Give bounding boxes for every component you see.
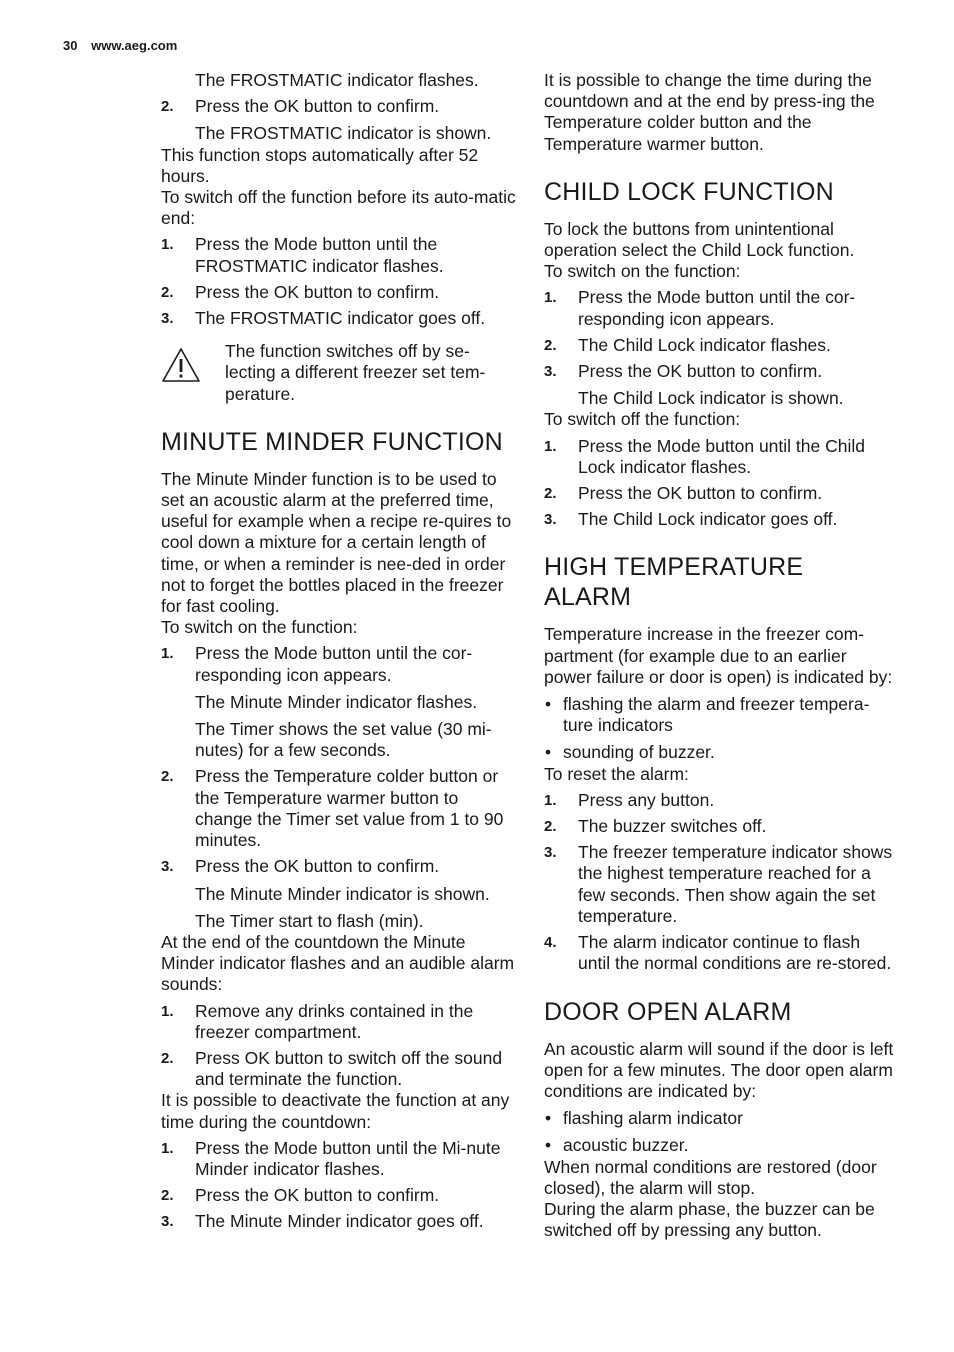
list-item: 1. Press the Mode button until the cor-responding icon appears. [161,643,473,685]
frost-auto-text: This function stops automatically after 52 hours. [161,144,479,186]
high-temp-heading: HIGH TEMPERATURE ALARM [544,553,804,612]
warning-note [161,341,516,405]
door-restored-text: When normal conditions are restored (door closed), the alarm will stop. [544,1156,877,1198]
high-steps [544,790,894,975]
list-item: 2. The Child Lock indicator flashes. [544,334,831,355]
frost-switch-off-text: To switch off the function before its auto-matic end: [161,187,516,229]
door-buzzer-text: During the alarm phase, the buzzer can be switched off by pressing any button. [544,1198,875,1241]
left-column [161,70,516,1233]
list-item: 2. Press OK button to switch off the sound and terminate the function. [161,1047,503,1090]
minute-step1-note: The Timer shows the set value (30 mi-nutes) for a few seconds. [195,719,492,761]
minute-minder-heading: MINUTE MINDER FUNCTION [161,427,503,456]
list-item: 2. Press the OK button to confirm. [161,96,440,117]
list-item: 2. Press the Temperature colder button or the Temperature warmer button to change the Timer set value from 1 to 90 minutes. [161,766,504,851]
minute-step3-note: The Minute Minder indicator is shown. [195,883,490,904]
frost-confirm-list [161,96,516,117]
page-number: 30 [63,38,78,53]
minute-deactivate-steps [161,1138,516,1233]
minute-deactivate-text: It is possible to deactivate the function at any time during the countdown: [161,1090,510,1132]
list-item: 1. Press the Mode button until the cor-responding icon appears. [544,287,856,329]
website-url: www.aeg.com [91,38,178,53]
minute-end-text: At the end of the countdown the Minute Minder indicator flashes and an audible alarm sounds: [161,931,515,995]
list-item: 2. Press the OK button to confirm. [161,1185,440,1206]
minute-switch-on: To switch on the function: [161,617,358,638]
warning-text: The function switches off by se-lecting a different freezer set tem-perature. [225,341,486,404]
minute-step1-note: The Minute Minder indicator flashes. [195,691,478,712]
frost-flash-note: The FROSTMATIC indicator flashes. [195,70,479,90]
list-item: 1. Remove any drinks contained in the freezer compartment. [161,1000,474,1042]
child-switch-on: To switch on the function: [544,261,741,282]
door-open-heading: DOOR OPEN ALARM [544,997,792,1026]
door-intro: An acoustic alarm will sound if the door is left open for a few minutes. The door open alarm conditions are indicated by: [544,1038,894,1101]
list-item: 1. Press any button. [544,789,715,810]
list-item: • flashing the alarm and freezer tempera-ture indicators [545,694,870,736]
list-item: • flashing alarm indicator [545,1108,743,1129]
list-item: 1. Press the Mode button until the Child Lock indicator flashes. [544,435,865,477]
frost-shown-note: The FROSTMATIC indicator is shown. [195,123,492,144]
minute-end-steps [161,1001,516,1091]
minute-on-steps-cont [161,766,516,877]
child-off-steps [544,436,894,531]
list-item: 3. The freezer temperature indicator shows the highest temperature reached for a few seconds. Then show again the set temperature. [544,842,893,926]
minute-step3-note: The Timer start to flash (min). [195,910,424,931]
frost-off-steps [161,234,516,329]
minute-on-steps [161,643,516,685]
high-bullets [544,694,894,764]
list-item: 3. Press the OK button to confirm. [161,856,440,877]
list-item: 2. Press the OK button to confirm. [544,483,823,504]
list-item: 1. Press the Mode button until the Mi-nute Minder indicator flashes. [161,1137,501,1179]
countdown-change-text: It is possible to change the time during the countdown and at the end by press-ing the Temperature colder button and the Temperature warmer button. [544,70,875,154]
list-item: 3. The Minute Minder indicator goes off. [161,1211,484,1232]
list-item: 2. The buzzer switches off. [544,816,767,837]
list-item: 4. The alarm indicator continue to flash until the normal conditions are re-stored. [544,932,892,974]
child-shown-note: The Child Lock indicator is shown. [578,388,844,409]
child-on-steps [544,287,894,382]
high-intro: Temperature increase in the freezer com-partment (for example due to an earlier power failure or door is open) is indicated by: [544,624,893,687]
list-item: 2. Press the OK button to confirm. [161,281,440,302]
list-item: • sounding of buzzer. [545,742,715,763]
warning-triangle-icon [161,347,201,383]
list-item: • acoustic buzzer. [545,1135,689,1156]
list-item: 3. Press the OK button to confirm. [544,361,823,382]
door-bullets [544,1108,894,1156]
child-lock-heading: CHILD LOCK FUNCTION [544,177,834,206]
list-item: 1. Press the Mode button until the FROSTMATIC indicator flashes. [161,234,444,276]
right-column [544,70,894,1241]
child-switch-off: To switch off the function: [544,409,741,430]
list-item: 3. The FROSTMATIC indicator goes off. [161,308,486,329]
minute-intro: The Minute Minder function is to be used to set an acoustic alarm at the preferred time, useful for example when a recipe re-quires to cool down a mixture for a certain length of time, or when a reminder is nee-ded in order not to forget the bottles placed in the freezer for fast cooling. [161,468,512,617]
list-item: 3. The Child Lock indicator goes off. [544,509,838,530]
page-header [63,38,187,53]
high-reset-text: To reset the alarm: [544,763,689,784]
child-intro: To lock the buttons from unintentional operation select the Child Lock function. [544,218,855,261]
